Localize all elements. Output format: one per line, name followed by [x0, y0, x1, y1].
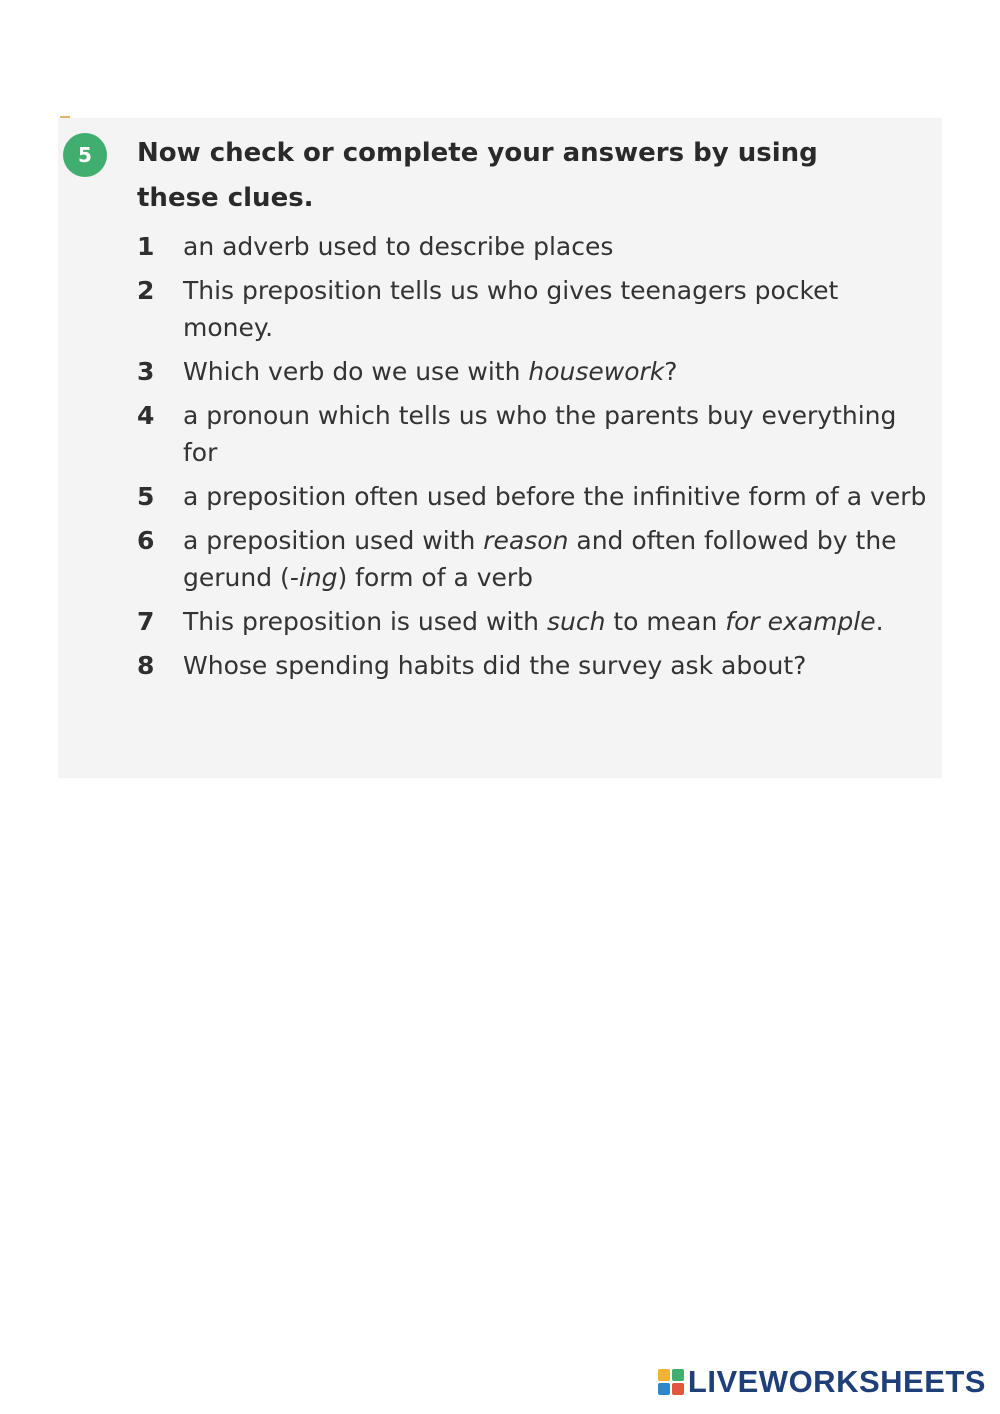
clue-italic-term: reason [483, 526, 569, 555]
clue-text-segment: and often followed by the gerund ( [183, 526, 897, 592]
clue-italic-term: housework [528, 357, 665, 386]
logo-square [658, 1383, 670, 1395]
liveworksheets-logo [658, 1364, 986, 1400]
clue-list [137, 228, 927, 691]
clue-text-segment: Which verb do we use with [183, 357, 529, 386]
clue-number: 1 [137, 232, 155, 261]
clue-text-segment: a preposition used with [183, 526, 484, 555]
clue-text [183, 272, 927, 346]
liveworksheets-logo-icon [658, 1369, 684, 1395]
clue-text-segment: Whose spending habits did the survey ask about? [183, 651, 807, 680]
logo-square [658, 1369, 670, 1381]
exercise-instruction: Now check or complete your answers by using these clues. [137, 138, 818, 213]
clue-italic-term: for example [725, 607, 876, 636]
clue-item [137, 647, 927, 684]
clue-item [137, 603, 927, 640]
clue-text [183, 603, 927, 640]
brand-wordmark: LIVEWORKSHEETS [687, 1364, 986, 1399]
logo-square [672, 1369, 684, 1381]
clue-italic-term: such [546, 607, 606, 636]
clue-text-segment: ) form of a verb [337, 563, 534, 592]
clue-text [183, 353, 927, 390]
clue-item [137, 522, 927, 596]
clue-text-segment: a preposition often used before the infinitive form of a verb [183, 482, 927, 511]
corner-accent [60, 116, 70, 118]
clue-number: 2 [137, 276, 155, 305]
clue-item [137, 228, 927, 265]
clue-text-segment: ? [664, 357, 678, 386]
clue-number: 7 [137, 607, 155, 636]
clue-number: 4 [137, 401, 155, 430]
clue-text-segment: an adverb used to describe places [183, 232, 614, 261]
clue-text [183, 478, 927, 515]
clue-text-segment: This preposition tells us who gives teenagers pocket money. [183, 276, 839, 342]
clue-text-segment: a pronoun which tells us who the parents buy everything for [183, 401, 897, 467]
clue-item [137, 272, 927, 346]
clue-item [137, 478, 927, 515]
clue-number: 8 [137, 651, 155, 680]
clue-text-segment: to mean [605, 607, 726, 636]
clue-number: 6 [137, 526, 155, 555]
clue-item [137, 397, 927, 471]
clue-text-segment: This preposition is used with [183, 607, 547, 636]
logo-square [672, 1383, 684, 1395]
clue-number: 5 [137, 482, 155, 511]
clue-item [137, 353, 927, 390]
clue-text [183, 228, 927, 265]
exercise-number-badge: 5 [63, 133, 107, 177]
clue-text [183, 522, 927, 596]
clue-text-segment: . [875, 607, 884, 636]
clue-text [183, 647, 927, 684]
clue-italic-term: -ing [289, 563, 338, 592]
clue-text [183, 397, 927, 471]
clue-number: 3 [137, 357, 155, 386]
